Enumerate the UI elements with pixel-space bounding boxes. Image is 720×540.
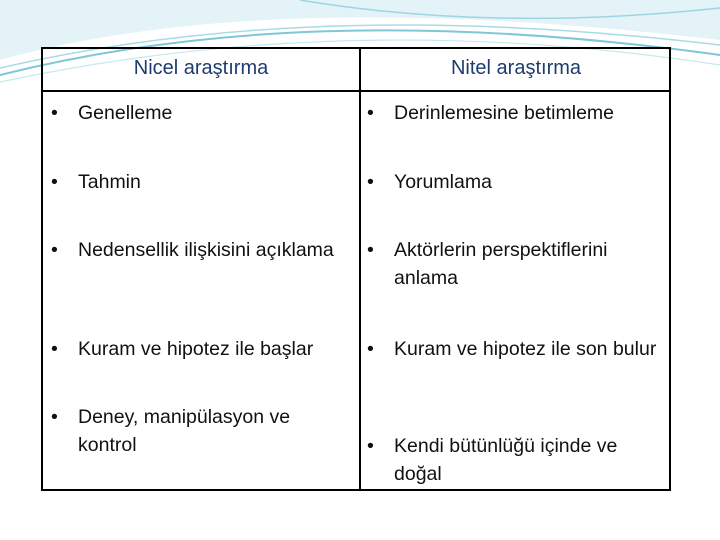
cell-text: Kendi bütünlüğü içinde ve doğal — [394, 435, 618, 485]
bullet: • — [51, 239, 58, 261]
row-1-left — [51, 99, 357, 127]
bullet: • — [367, 338, 374, 360]
row-3-right — [367, 236, 667, 292]
bullet: • — [367, 239, 374, 261]
row-5-right — [367, 432, 667, 488]
cell-text: Kuram ve hipotez ile son bulur — [394, 338, 657, 360]
bullet: • — [367, 102, 374, 124]
comparison-table — [41, 47, 671, 491]
cell-text: Tahmin — [78, 171, 141, 193]
column-divider — [359, 49, 361, 489]
cell-text: Aktörlerin perspektiflerini anlama — [394, 239, 608, 289]
bullet: • — [51, 102, 58, 124]
row-5-left — [51, 403, 331, 459]
cell-text: Derinlemesine betimleme — [394, 102, 615, 124]
row-2-right — [367, 168, 667, 196]
cell-text: Yorumlama — [394, 171, 492, 193]
header-qualitative: Nitel araştırma — [450, 57, 582, 79]
cell-text: Genelleme — [78, 102, 173, 124]
cell-text: Kuram ve hipotez ile başlar — [78, 338, 314, 360]
bullet: • — [367, 435, 374, 457]
row-4-left — [51, 335, 363, 363]
header-quantitative: Nicel araştırma — [133, 57, 269, 79]
bullet: • — [51, 338, 58, 360]
header-divider — [43, 90, 669, 92]
row-4-right — [367, 335, 667, 363]
cell-text: Deney, manipülasyon ve kontrol — [78, 406, 291, 456]
row-2-left — [51, 168, 357, 196]
bullet: • — [51, 171, 58, 193]
cell-text: Nedensellik ilişkisini açıklama — [78, 239, 334, 261]
bullet: • — [367, 171, 374, 193]
bullet: • — [51, 406, 58, 428]
row-1-right — [367, 99, 667, 127]
row-3-left — [51, 236, 357, 264]
